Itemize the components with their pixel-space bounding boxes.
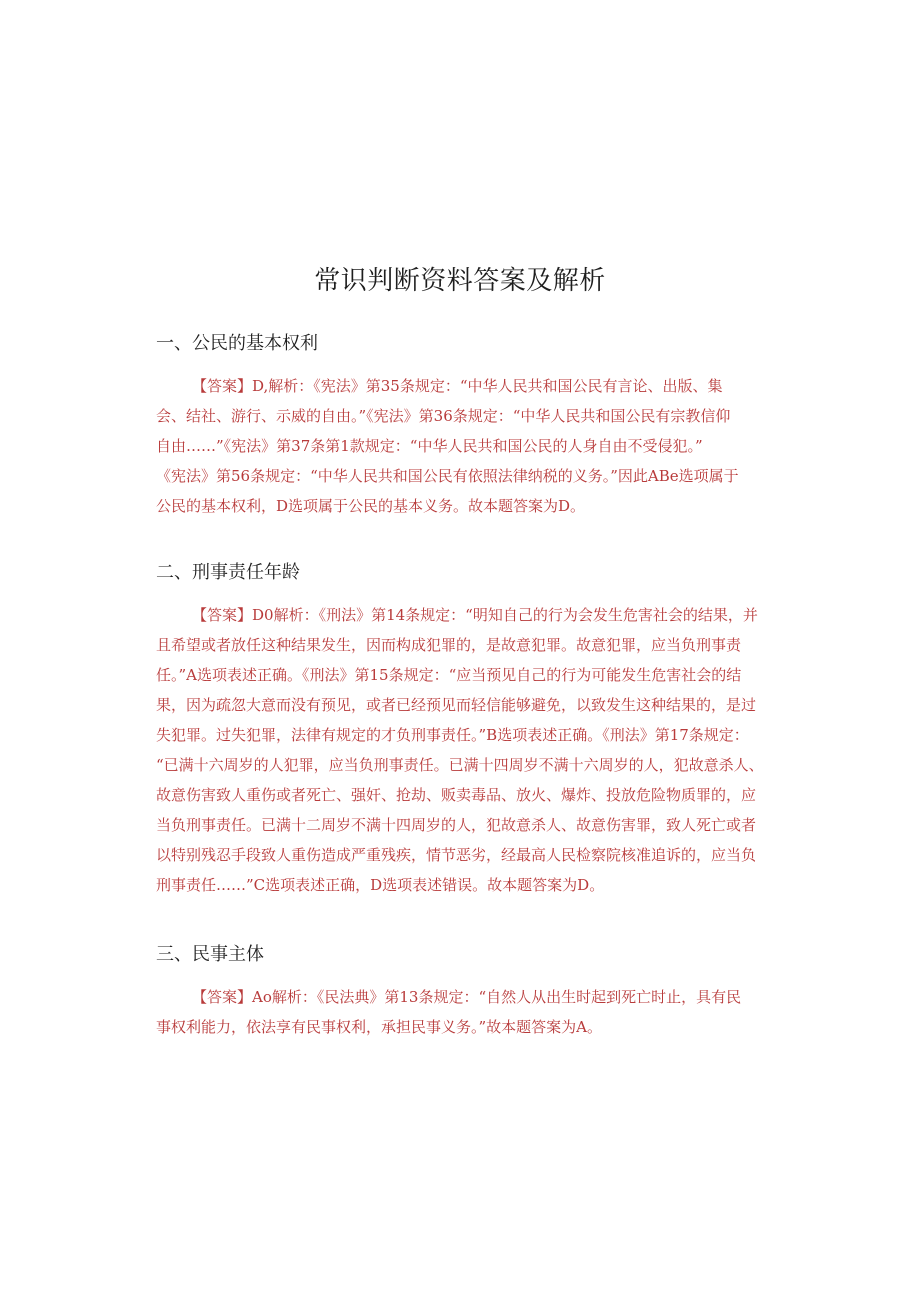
answer-line: 【答案】D0解析：《刑法》第14条规定：“明知自己的行为会发生危害社会的结果，并 <box>192 606 758 624</box>
answer-line: 故意伤害致人重伤或者死亡、强奸、抢劫、贩卖毒品、放火、爆炸、投放危险物质罪的，应 <box>156 786 757 804</box>
answer-line: 事权利能力，依法享有民事权利，承担民事义务。”故本题答案为A。 <box>156 1018 603 1036</box>
answer-line: 任。”A选项表述正确。《刑法》第15条规定：“应当预见自己的行为可能发生危害社会的结 <box>156 666 742 684</box>
answer-line: 【答案】Ao解析：《民法典》第13条规定：“自然人从出生时起到死亡时止，具有民 <box>192 988 742 1006</box>
answer-paragraph-citizen-rights <box>156 371 796 521</box>
answer-line: 【答案】D,解析：《宪法》第35条规定：“中华人民共和国公民有言论、出版、集 <box>192 377 723 395</box>
section-heading-civil-subject: 三、民事主体 <box>156 944 264 965</box>
answer-line: 且希望或者放任这种结果发生，因而构成犯罪的，是故意犯罪。故意犯罪，应当负刑事责 <box>156 636 742 654</box>
answer-line: 公民的基本权利，D选项属于公民的基本义务。故本题答案为D。 <box>156 497 586 515</box>
answer-line: 当负刑事责任。已满十二周岁不满十四周岁的人，犯故意杀人、故意伤害罪，致人死亡或者 <box>156 816 757 834</box>
answer-paragraph-criminal-age <box>156 600 796 900</box>
answer-line: “已满十六周岁的人犯罪，应当负刑事责任。已满十四周岁不满十六周岁的人，犯故意杀人、 <box>156 756 764 774</box>
answer-paragraph-civil-subject <box>156 982 796 1042</box>
answer-line: 刑事责任……”C选项表述正确，D选项表述错误。故本题答案为D。 <box>156 876 605 894</box>
document-title: 常识判断资料答案及解析 <box>314 266 606 296</box>
answer-line: 自由……”《宪法》第37条第1款规定：“中华人民共和国公民的人身自由不受侵犯。” <box>156 437 703 455</box>
answer-line: 果，因为疏忽大意而没有预见，或者已经预见而轻信能够避免，以致发生这种结果的，是过 <box>156 696 757 714</box>
answer-line: 失犯罪。过失犯罪，法律有规定的才负刑事责任。”B选项表述正确。《刑法》第17条规定： <box>156 726 749 744</box>
answer-line: 会、结社、游行、示威的自由。”《宪法》第36条规定：“中华人民共和国公民有宗教信仰 <box>156 407 731 425</box>
section-heading-criminal-age: 二、刑事责任年龄 <box>156 562 300 583</box>
answer-line: 以特别残忍手段致人重伤造成严重残疾，情节恶劣，经最高人民检察院核准追诉的，应当负 <box>156 846 757 864</box>
section-heading-citizen-rights: 一、公民的基本权利 <box>156 333 318 354</box>
answer-line: 《宪法》第56条规定：“中华人民共和国公民有依照法律纳税的义务。”因此ABe选项属于 <box>156 467 739 485</box>
